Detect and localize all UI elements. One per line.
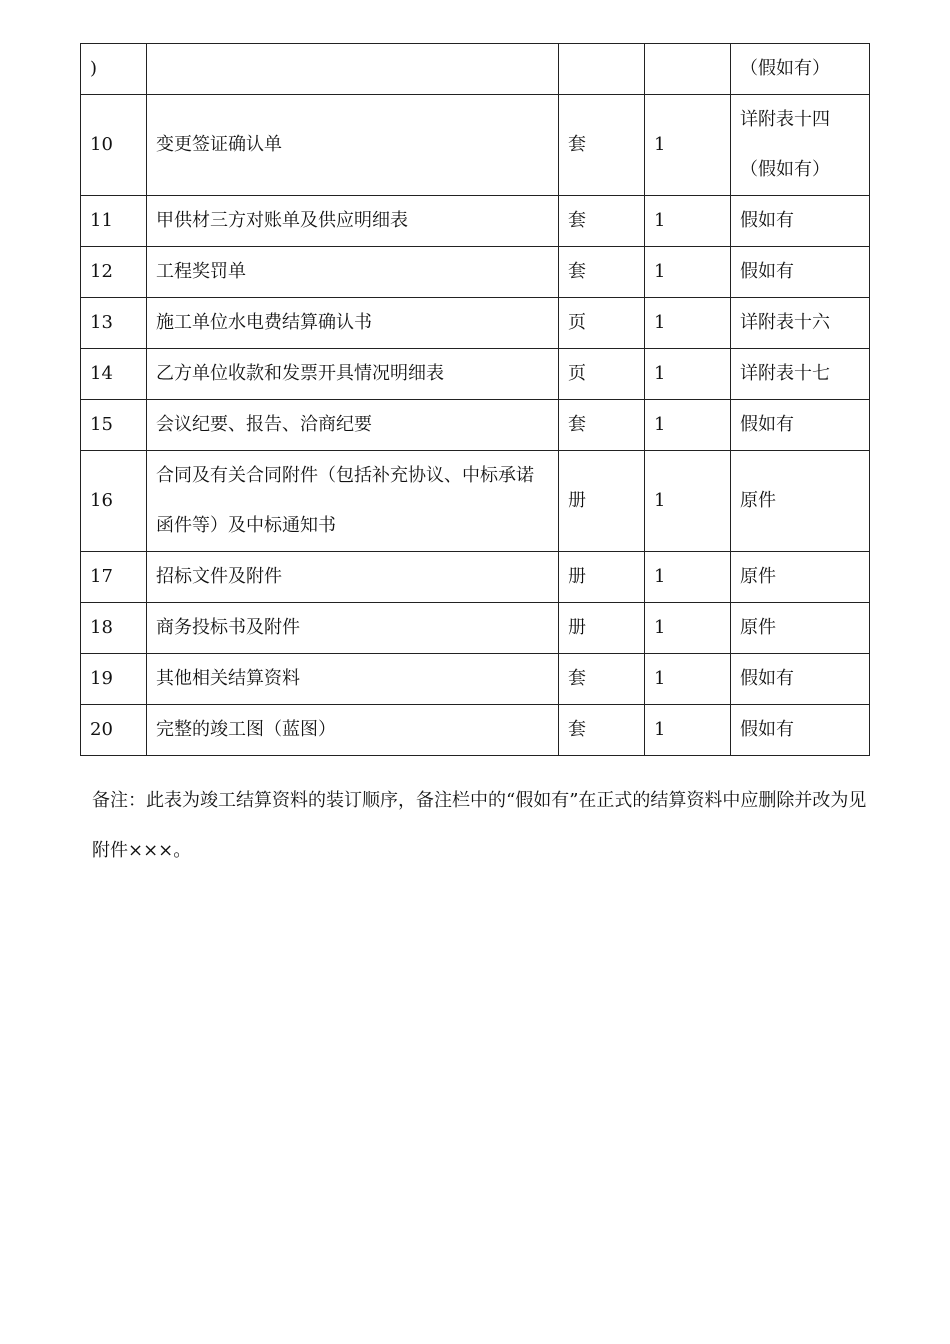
document-name-cell: 合同及有关合同附件（包括补充协议、中标承诺函件等）及中标通知书 — [147, 451, 559, 552]
quantity-cell — [645, 44, 731, 95]
document-name-cell: 变更签证确认单 — [147, 95, 559, 196]
unit-cell: 册 — [559, 451, 645, 552]
note-cell: 原件 — [731, 451, 870, 552]
row-number-cell: ) — [81, 44, 147, 95]
note-cell: 假如有 — [731, 654, 870, 705]
note-cell: （假如有） — [731, 44, 870, 95]
row-number-cell: 20 — [81, 705, 147, 756]
note-cell — [731, 95, 870, 196]
document-name-cell: 会议纪要、报告、洽商纪要 — [147, 400, 559, 451]
quantity-cell: 1 — [645, 654, 731, 705]
remark-note: 备注：此表为竣工结算资料的装订顺序，备注栏中的“假如有”在正式的结算资料中应删除并改为见附件×××。 — [92, 790, 867, 861]
table-row — [81, 44, 870, 95]
row-number-cell: 10 — [81, 95, 147, 196]
unit-cell: 套 — [559, 247, 645, 298]
unit-cell: 册 — [559, 603, 645, 654]
table-row — [81, 247, 870, 298]
note-cell: 假如有 — [731, 705, 870, 756]
document-name-cell: 商务投标书及附件 — [147, 603, 559, 654]
quantity-cell: 1 — [645, 298, 731, 349]
table-row — [81, 654, 870, 705]
unit-cell: 册 — [559, 552, 645, 603]
quantity-cell: 1 — [645, 247, 731, 298]
note-cell: 原件 — [731, 603, 870, 654]
quantity-cell: 1 — [645, 705, 731, 756]
row-number-cell: 12 — [81, 247, 147, 298]
unit-cell: 套 — [559, 95, 645, 196]
unit-cell: 套 — [559, 705, 645, 756]
quantity-cell: 1 — [645, 95, 731, 196]
settlement-document-table — [80, 43, 870, 756]
document-name-cell: 完整的竣工图（蓝图） — [147, 705, 559, 756]
quantity-cell: 1 — [645, 552, 731, 603]
quantity-cell: 1 — [645, 349, 731, 400]
note-cell: 假如有 — [731, 400, 870, 451]
row-number-cell: 19 — [81, 654, 147, 705]
unit-cell: 页 — [559, 349, 645, 400]
table-row — [81, 552, 870, 603]
unit-cell — [559, 44, 645, 95]
table-row — [81, 705, 870, 756]
quantity-cell: 1 — [645, 196, 731, 247]
row-number-cell: 17 — [81, 552, 147, 603]
table-row — [81, 349, 870, 400]
table-row — [81, 196, 870, 247]
quantity-cell: 1 — [645, 603, 731, 654]
note-cell: 假如有 — [731, 196, 870, 247]
table-row — [81, 603, 870, 654]
row-number-cell: 16 — [81, 451, 147, 552]
note-line: 详附表十四 — [740, 109, 830, 130]
note-cell: 详附表十六 — [731, 298, 870, 349]
table-row — [81, 451, 870, 552]
row-number-cell: 14 — [81, 349, 147, 400]
table-row — [81, 400, 870, 451]
document-name-cell: 工程奖罚单 — [147, 247, 559, 298]
row-number-cell: 13 — [81, 298, 147, 349]
document-name-cell — [147, 44, 559, 95]
note-line: （假如有） — [740, 159, 830, 180]
row-number-cell: 18 — [81, 603, 147, 654]
document-name-cell: 招标文件及附件 — [147, 552, 559, 603]
row-number-cell: 15 — [81, 400, 147, 451]
document-name-cell: 甲供材三方对账单及供应明细表 — [147, 196, 559, 247]
document-name-cell: 施工单位水电费结算确认书 — [147, 298, 559, 349]
table-body — [81, 44, 870, 756]
note-cell: 原件 — [731, 552, 870, 603]
unit-cell: 套 — [559, 400, 645, 451]
note-cell: 假如有 — [731, 247, 870, 298]
unit-cell: 套 — [559, 654, 645, 705]
row-number-cell: 11 — [81, 196, 147, 247]
unit-cell: 套 — [559, 196, 645, 247]
table-row — [81, 298, 870, 349]
table-row — [81, 95, 870, 196]
document-name-cell: 乙方单位收款和发票开具情况明细表 — [147, 349, 559, 400]
quantity-cell: 1 — [645, 451, 731, 552]
quantity-cell: 1 — [645, 400, 731, 451]
unit-cell: 页 — [559, 298, 645, 349]
document-name-cell: 其他相关结算资料 — [147, 654, 559, 705]
note-cell: 详附表十七 — [731, 349, 870, 400]
